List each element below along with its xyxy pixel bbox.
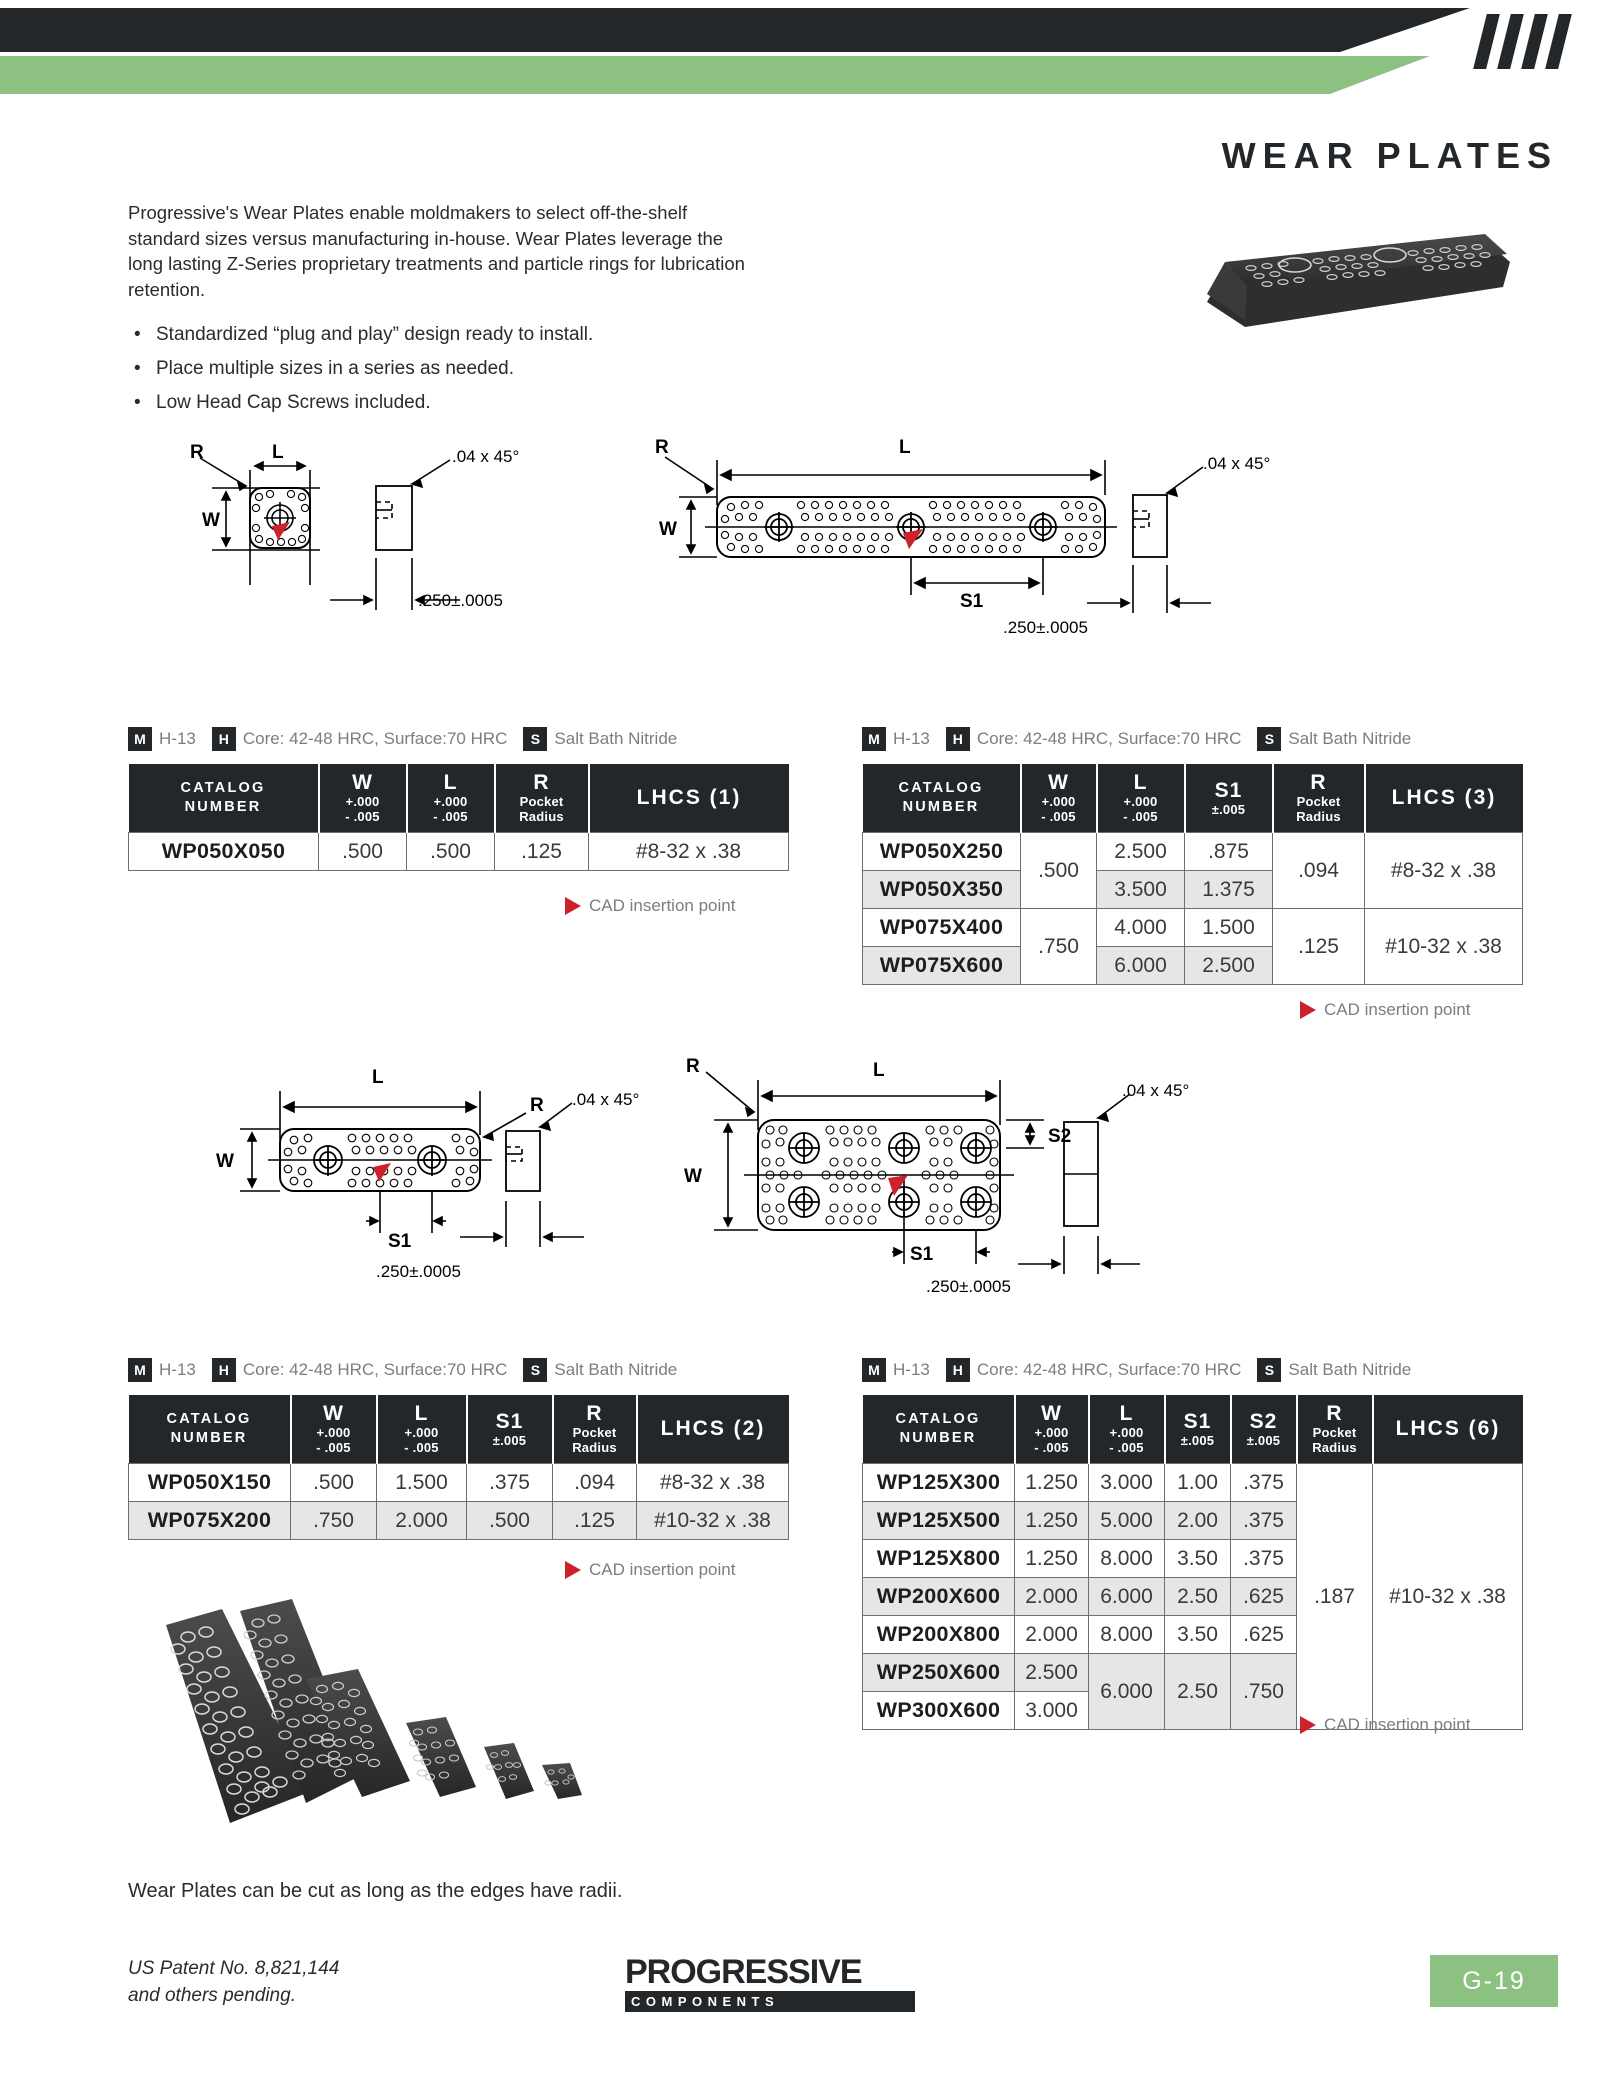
cad-note-text: CAD insertion point [1324, 1000, 1471, 1019]
hardness-chip-icon: H [212, 727, 236, 751]
cell-l: 8.000 [1089, 1540, 1165, 1578]
hardness-text: Core: 42-48 HRC, Surface:70 HRC [242, 1360, 508, 1379]
cell-l: 3.000 [1089, 1464, 1165, 1502]
drawing-medium-plate [180, 1055, 650, 1295]
cell-l: .500 [407, 833, 495, 871]
label-R: R [530, 1095, 544, 1116]
col-w: W +.000 - .005 [1015, 1395, 1089, 1464]
cell-s1: .875 [1185, 833, 1273, 871]
cell-catalog: WP050X150 [129, 1464, 291, 1502]
surface-text: Salt Bath Nitride [554, 729, 678, 748]
cell-s1: 1.00 [1165, 1464, 1231, 1502]
cell-w-group: .500 [1021, 833, 1097, 909]
col-r: R Pocket Radius [495, 764, 589, 833]
col-lhcs: LHCS (6) [1373, 1395, 1523, 1464]
header-green-band [0, 56, 1430, 94]
label-chamfer: .04 x 45° [1122, 1081, 1190, 1100]
cell-l: 6.000 [1089, 1578, 1165, 1616]
col-r: R Pocket Radius [553, 1395, 637, 1464]
cell-l: 2.000 [377, 1502, 467, 1540]
cell-lhcs-group: #10-32 x .38 [1365, 909, 1523, 985]
cell-s2: .625 [1231, 1616, 1297, 1654]
label-W: W [202, 510, 220, 531]
label-S1: S1 [388, 1231, 412, 1252]
bullet-dot-icon: • [134, 358, 141, 379]
cad-insertion-note-2 [1300, 1000, 1470, 1020]
cad-note-text: CAD insertion point [589, 1560, 736, 1579]
hardness-chip-icon: H [212, 1358, 236, 1382]
label-chamfer: .04 x 45° [452, 447, 520, 466]
material-text: H-13 [893, 1360, 930, 1379]
cell-catalog: WP050X250 [863, 833, 1021, 871]
cell-l: 5.000 [1089, 1502, 1165, 1540]
col-s2: S2 ±.005 [1231, 1395, 1297, 1464]
header-dark-band [0, 8, 1470, 52]
col-w: W +.000 - .005 [319, 764, 407, 833]
logo-subtext: COMPONENTS [625, 1991, 915, 2012]
drawing-square-plate [160, 440, 640, 670]
logo-wordmark: PROGRESSIVE [625, 1953, 862, 1991]
spec-strip-4 [862, 1358, 1427, 1382]
cell-r: .125 [495, 833, 589, 871]
col-catalog: CATALOG NUMBER [863, 1395, 1015, 1464]
table-row [129, 1502, 789, 1540]
cell-r-group: .094 [1273, 833, 1365, 909]
material-text: H-13 [159, 729, 196, 748]
spec-strip-1 [128, 727, 693, 751]
cell-lhcs-group: #10-32 x .38 [1373, 1464, 1523, 1730]
label-thickness: .250±.0005 [1003, 618, 1088, 637]
col-r: R Pocket Radius [1273, 764, 1365, 833]
cell-w: 2.000 [1015, 1578, 1089, 1616]
table-wp050-wp075-s1 [862, 764, 1523, 985]
cad-note-text: CAD insertion point [589, 896, 736, 915]
spec-strip-3 [128, 1358, 693, 1382]
bullet-dot-icon: • [134, 392, 141, 413]
label-S1: S1 [910, 1244, 934, 1265]
label-W: W [659, 519, 677, 540]
label-L: L [899, 437, 911, 458]
label-W: W [216, 1151, 234, 1172]
hardness-text: Core: 42-48 HRC, Surface:70 HRC [976, 1360, 1242, 1379]
cell-w: 3.000 [1015, 1692, 1089, 1730]
table-row [863, 909, 1523, 947]
bullet-text: Place multiple sizes in a series as needed. [156, 358, 515, 379]
table-row [863, 1464, 1523, 1502]
col-w: W +.000 - .005 [1021, 764, 1097, 833]
cell-s2-group: .750 [1231, 1654, 1297, 1730]
label-L: L [873, 1060, 885, 1081]
cell-catalog: WP125X500 [863, 1502, 1015, 1540]
list-item [128, 386, 768, 420]
patent-line-1: US Patent No. 8,821,144 [128, 1958, 340, 1979]
cad-insertion-note-1 [565, 896, 735, 916]
cell-l: 6.000 [1097, 947, 1185, 985]
label-S2: S2 [1048, 1126, 1072, 1147]
bullet-dot-icon: • [134, 324, 141, 345]
material-text: H-13 [159, 1360, 196, 1379]
patent-line-2: and others pending. [128, 1985, 296, 2006]
cell-catalog: WP200X800 [863, 1616, 1015, 1654]
label-R: R [655, 437, 669, 458]
hardness-text: Core: 42-48 HRC, Surface:70 HRC [242, 729, 508, 748]
list-item [128, 352, 768, 386]
cell-s1: 2.00 [1165, 1502, 1231, 1540]
bullet-text: Standardized “plug and play” design ready to install. [156, 324, 594, 345]
cad-insertion-note-4 [1300, 1715, 1470, 1735]
cell-catalog: WP050X350 [863, 871, 1021, 909]
cell-w: 1.250 [1015, 1502, 1089, 1540]
col-s1: S1 ±.005 [1185, 764, 1273, 833]
label-L: L [272, 442, 284, 463]
table-wp050x050 [128, 764, 789, 871]
material-chip-icon: M [128, 1358, 152, 1382]
surface-chip-icon: S [523, 1358, 547, 1382]
cell-w: 2.000 [1015, 1616, 1089, 1654]
patent-notice [128, 1955, 339, 2009]
col-r: R Pocket Radius [1297, 1395, 1373, 1464]
feature-bullet-list [128, 318, 768, 420]
table-row [129, 833, 789, 871]
material-chip-icon: M [862, 727, 886, 751]
col-s1: S1 ±.005 [467, 1395, 553, 1464]
drawing-long-plate [655, 435, 1275, 670]
cell-catalog: WP075X400 [863, 909, 1021, 947]
cell-w: 2.500 [1015, 1654, 1089, 1692]
cell-s1: 3.50 [1165, 1540, 1231, 1578]
cell-l: 8.000 [1089, 1616, 1165, 1654]
cell-l: 3.500 [1097, 871, 1185, 909]
bullet-text: Low Head Cap Screws included. [156, 392, 431, 413]
cad-note-text: CAD insertion point [1324, 1715, 1471, 1734]
label-W: W [684, 1166, 702, 1187]
wear-plate-family-image [110, 1595, 670, 1855]
label-L: L [372, 1067, 384, 1088]
label-thickness: .250±.0005 [376, 1262, 461, 1281]
cell-catalog: WP075X600 [863, 947, 1021, 985]
table-wp125-wp300-s1-s2 [862, 1395, 1523, 1730]
material-chip-icon: M [128, 727, 152, 751]
cell-s1: 1.500 [1185, 909, 1273, 947]
cad-insertion-marker-icon [1300, 1001, 1316, 1019]
label-chamfer: .04 x 45° [572, 1090, 640, 1109]
hardness-text: Core: 42-48 HRC, Surface:70 HRC [976, 729, 1242, 748]
cell-s1: .375 [467, 1464, 553, 1502]
progressive-components-logo [625, 1955, 915, 2012]
label-R: R [686, 1056, 700, 1077]
col-lhcs: LHCS (3) [1365, 764, 1523, 833]
cell-s1-group: 2.50 [1165, 1654, 1231, 1730]
cell-l: 4.000 [1097, 909, 1185, 947]
cell-s2: .375 [1231, 1540, 1297, 1578]
col-catalog: CATALOG NUMBER [863, 764, 1021, 833]
wear-plate-3d-image [1185, 232, 1515, 342]
cell-w: .500 [319, 833, 407, 871]
col-lhcs: LHCS (2) [637, 1395, 789, 1464]
drawing-wide-plate [670, 1050, 1270, 1300]
table-header-row [863, 764, 1523, 833]
cell-catalog: WP075X200 [129, 1502, 291, 1540]
cell-w: .750 [291, 1502, 377, 1540]
cell-s1: 2.50 [1165, 1578, 1231, 1616]
spec-strip-2 [862, 727, 1427, 751]
table-row [129, 1464, 789, 1502]
cell-r: .125 [553, 1502, 637, 1540]
cell-r: .094 [553, 1464, 637, 1502]
table-header-row [129, 764, 789, 833]
cell-s2: .375 [1231, 1502, 1297, 1540]
cell-lhcs: #8-32 x .38 [589, 833, 789, 871]
cell-lhcs: #10-32 x .38 [637, 1502, 789, 1540]
surface-chip-icon: S [1257, 1358, 1281, 1382]
cell-l: 2.500 [1097, 833, 1185, 871]
page-number-badge: G-19 [1430, 1955, 1558, 2007]
surface-chip-icon: S [1257, 727, 1281, 751]
cell-lhcs: #8-32 x .38 [637, 1464, 789, 1502]
col-l: L +.000 - .005 [377, 1395, 467, 1464]
cell-s1: 2.500 [1185, 947, 1273, 985]
col-l: L +.000 - .005 [407, 764, 495, 833]
col-catalog: CATALOG NUMBER [129, 1395, 291, 1464]
hardness-chip-icon: H [946, 727, 970, 751]
list-item [128, 318, 768, 352]
cell-catalog: WP125X800 [863, 1540, 1015, 1578]
cell-s1: 1.375 [1185, 871, 1273, 909]
cad-insertion-marker-icon [565, 897, 581, 915]
material-text: H-13 [893, 729, 930, 748]
surface-chip-icon: S [523, 727, 547, 751]
table-header-row [863, 1395, 1523, 1464]
label-thickness: .250±.0005 [418, 591, 503, 610]
col-l: L +.000 - .005 [1089, 1395, 1165, 1464]
cell-catalog: WP050X050 [129, 833, 319, 871]
cell-s2: .375 [1231, 1464, 1297, 1502]
cad-insertion-marker-icon [565, 1561, 581, 1579]
cell-l: 1.500 [377, 1464, 467, 1502]
cell-catalog: WP125X300 [863, 1464, 1015, 1502]
surface-text: Salt Bath Nitride [1288, 1360, 1412, 1379]
cell-l-group: 6.000 [1089, 1654, 1165, 1730]
table-row [863, 833, 1523, 871]
brand-slashes-icon [1480, 14, 1590, 69]
label-chamfer: .04 x 45° [1203, 454, 1271, 473]
label-S1: S1 [960, 591, 984, 612]
page-header [0, 0, 1600, 80]
cell-w: 1.250 [1015, 1540, 1089, 1578]
cell-w: 1.250 [1015, 1464, 1089, 1502]
intro-paragraph: Progressive's Wear Plates enable moldmakers to select off-the-shelf standard sizes versus manufacturing in-house. Wear Plates leverage the long lasting Z-Series proprietary treatments and particle rings for lubrication retention. [128, 202, 745, 300]
cell-r-group: .187 [1297, 1464, 1373, 1730]
col-w: W +.000 - .005 [291, 1395, 377, 1464]
col-s1: S1 ±.005 [1165, 1395, 1231, 1464]
cad-insertion-note-3 [565, 1560, 735, 1580]
label-thickness: .250±.0005 [926, 1277, 1011, 1296]
label-R: R [190, 442, 204, 463]
family-caption: Wear Plates can be cut as long as the edges have radii. [128, 1880, 623, 1902]
table-wp050x150-wp075x200 [128, 1395, 789, 1540]
table-header-row [129, 1395, 789, 1464]
cell-catalog: WP300X600 [863, 1692, 1015, 1730]
cell-s1: .500 [467, 1502, 553, 1540]
surface-text: Salt Bath Nitride [554, 1360, 678, 1379]
col-lhcs: LHCS (1) [589, 764, 789, 833]
cell-lhcs-group: #8-32 x .38 [1365, 833, 1523, 909]
page-title: WEAR PLATES [1221, 135, 1558, 176]
surface-text: Salt Bath Nitride [1288, 729, 1412, 748]
cell-r-group: .125 [1273, 909, 1365, 985]
cad-insertion-marker-icon [1300, 1716, 1316, 1734]
cell-w-group: .750 [1021, 909, 1097, 985]
cell-catalog: WP250X600 [863, 1654, 1015, 1692]
material-chip-icon: M [862, 1358, 886, 1382]
cell-w: .500 [291, 1464, 377, 1502]
cell-s1: 3.50 [1165, 1616, 1231, 1654]
hardness-chip-icon: H [946, 1358, 970, 1382]
col-l: L +.000 - .005 [1097, 764, 1185, 833]
col-catalog: CATALOG NUMBER [129, 764, 319, 833]
cell-s2: .625 [1231, 1578, 1297, 1616]
cell-catalog: WP200X600 [863, 1578, 1015, 1616]
